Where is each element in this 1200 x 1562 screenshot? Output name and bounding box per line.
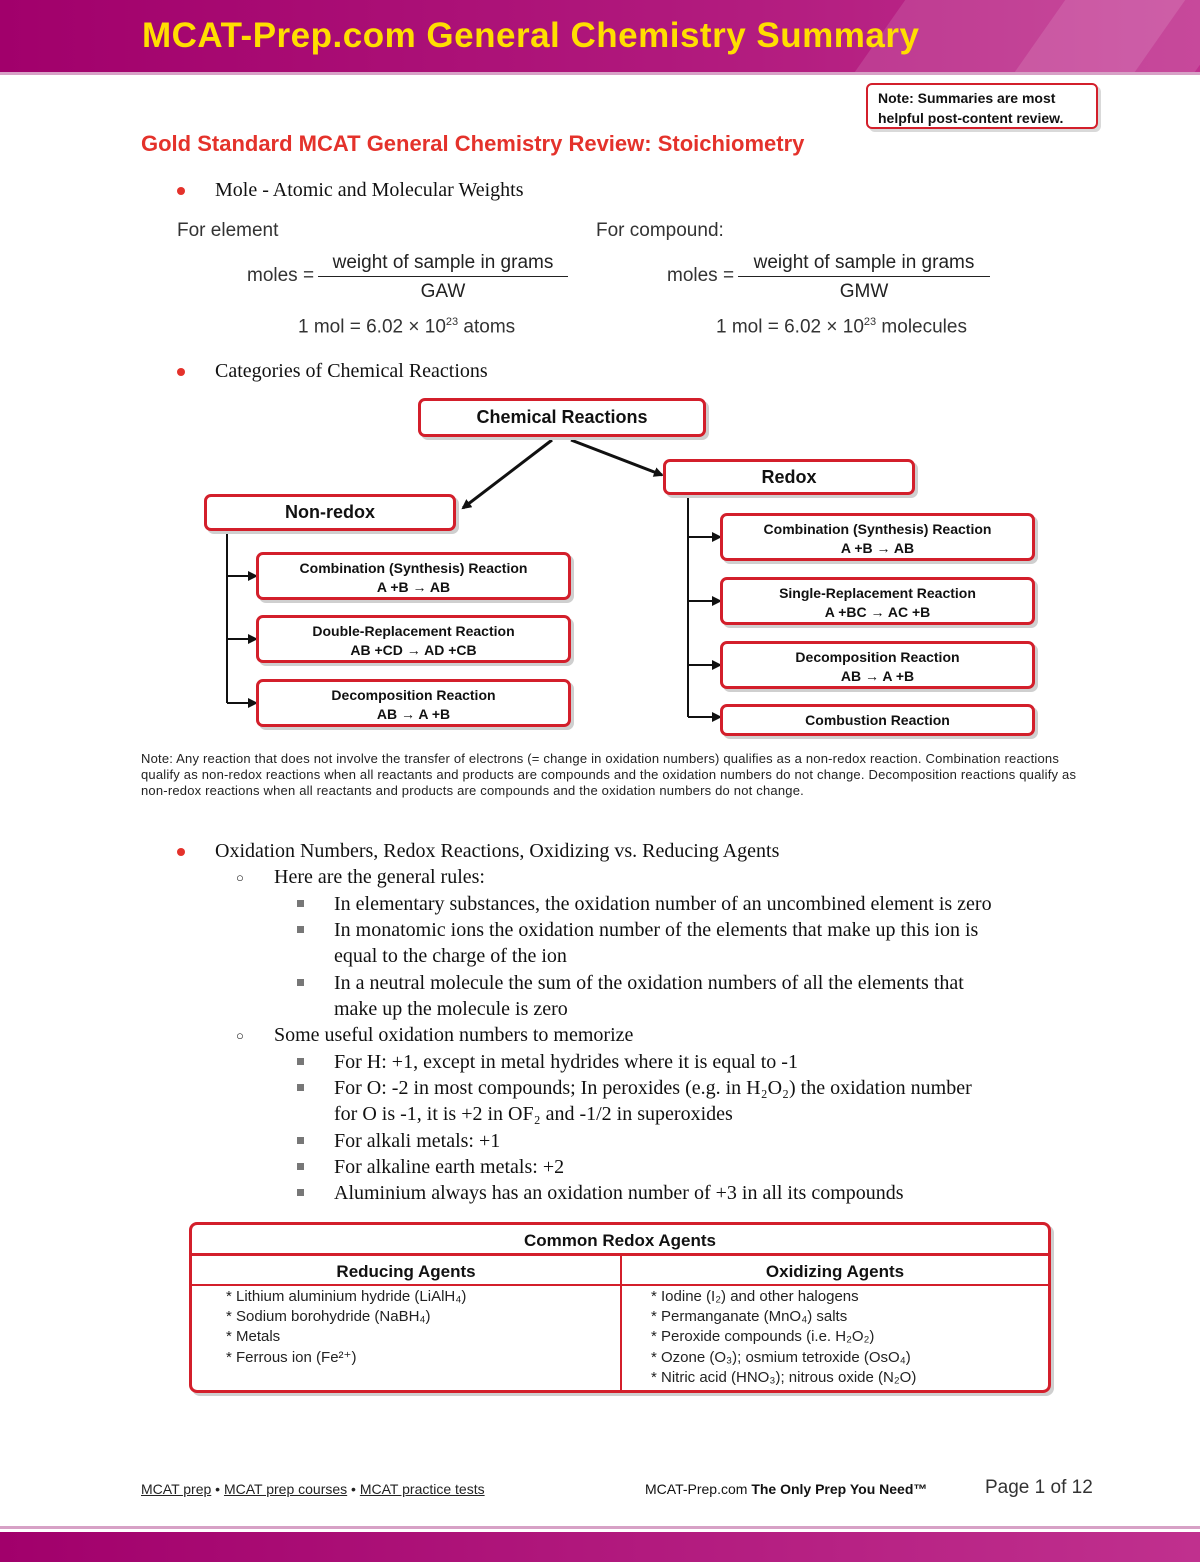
reaction-equation: AB → A +B [376,706,451,722]
nonredox-double-replacement-box [256,615,571,663]
section-heading: Gold Standard MCAT General Chemistry Review: Stoichiometry [141,131,805,156]
avogadro-exponent: 23 [445,316,459,328]
redox-decomposition-box [720,641,1035,689]
redox-single-replacement-box [720,577,1035,625]
oxidizing-item: * Ozone (O₃); osmium tetroxide (OsO₄) [651,1349,911,1366]
footer-link-mcat-prep[interactable]: MCAT prep [141,1481,212,1497]
redox-combination-box [720,513,1035,561]
useful-2: For O: -2 in most compounds; In peroxides (e.g. in H₂O₂) the oxidation number [334,1077,972,1099]
square-bullet [297,900,304,907]
compound-moles-label: moles = [667,265,735,286]
footer-tagline [645,1481,927,1497]
reaction-name: Combustion Reaction [805,712,950,728]
flow-root-chemical-reactions: Chemical Reactions [418,398,706,437]
square-bullet [297,1137,304,1144]
rule-1: In elementary substances, the oxidation number of an uncombined element is zero [334,893,992,915]
reaction-name: Combination (Synthesis) Reaction [763,521,992,537]
footer-band [0,1532,1200,1562]
arrow-to-redox [571,440,662,475]
footer-links [141,1481,485,1497]
arrow-to-nonredox [463,440,552,508]
reaction-equation: AB +CD → AD +CB [350,642,477,658]
flowchart-note: Note: Any reaction that does not involve the transfer of electrons (= change in oxidation numbers) qualifies as a non-redox reaction. Combination reactions qualify as non-redox reactions when all reactants and products are compounds and the oxidation numbers do not change. Decomposition reactions qualify as non-redox reactions when all reactants and products are compounds and the oxidation numbers do not change. [141,751,1077,798]
note-line-2: helpful post-content review. [878,110,1064,126]
bullet-oxidation-text: Oxidation Numbers, Redox Reactions, Oxidizing vs. Reducing Agents [215,840,780,862]
oxidizing-header: Oxidizing Agents [765,1262,905,1281]
oxidizing-item: * Iodine (I₂) and other halogens [651,1288,859,1305]
circle-bullet: ○ [236,1028,244,1043]
flow-nonredox: Non-redox [204,494,456,531]
rule-2-cont: equal to the charge of the ion [334,945,567,967]
flow-redox: Redox [663,459,915,495]
bullet-mole-text: Mole - Atomic and Molecular Weights [215,179,524,201]
square-bullet [297,1163,304,1170]
rule-3: In a neutral molecule the sum of the oxidation numbers of all the elements that [334,972,964,994]
footer-separator: • [347,1481,360,1497]
footer-site: MCAT-Prep.com [645,1481,752,1497]
page-number: Page 1 of 12 [985,1477,1093,1498]
reducing-item: * Ferrous ion (Fe²⁺) [226,1349,357,1366]
footer-link-prep-courses[interactable]: MCAT prep courses [223,1481,348,1497]
nonredox-combination-box [256,552,571,600]
page-title: MCAT-Prep.com General Chemistry Summary [142,16,920,55]
reducing-item: * Sodium borohydride (NaBH₄) [226,1308,431,1325]
bullet-categories-text: Categories of Chemical Reactions [215,360,488,382]
useful-1: For H: +1, except in metal hydrides where it is equal to -1 [334,1051,798,1073]
element-numerator: weight of sample in grams [332,252,554,273]
reaction-name: Decomposition Reaction [331,687,496,703]
avogadro-exponent: 23 [863,316,877,328]
reaction-name: Combination (Synthesis) Reaction [299,560,528,576]
reducing-item: * Metals [226,1328,281,1345]
redox-agents-table [189,1222,1051,1393]
square-bullet [297,1084,304,1091]
sub-useful-numbers: Some useful oxidation numbers to memorize [274,1024,634,1046]
reaction-equation: A +BC → AC +B [824,604,931,620]
reducing-header: Reducing Agents [336,1262,476,1281]
circle-bullet: ○ [236,870,244,885]
footer-slogan: The Only Prep You Need™ [751,1481,928,1497]
reaction-equation: A +B → AB [376,579,451,595]
footer-link-practice-tests[interactable]: MCAT practice tests [359,1481,485,1497]
sub-general-rules: Here are the general rules: [274,866,485,888]
avogadro-prefix: 1 mol = 6.02 × 10 [298,316,446,338]
reaction-name: Double-Replacement Reaction [312,623,515,639]
square-bullet [297,1058,304,1065]
element-label: For element [177,220,279,241]
nonredox-decomposition-box [256,679,571,727]
oxidizing-item: * Permanganate (MnO₄) salts [651,1308,848,1325]
oxidizing-item: * Peroxide compounds (i.e. H₂O₂) [651,1328,875,1345]
oxidizing-item: * Nitric acid (HNO₃); nitrous oxide (N₂O) [651,1369,917,1386]
bullet-dot [177,848,185,856]
avogadro-molecules: molecules [876,316,967,338]
element-denominator: GAW [420,281,466,302]
avogadro-atoms: atoms [458,316,516,338]
table-title: Common Redox Agents [192,1225,1048,1256]
footer-separator: • [211,1481,224,1497]
useful-4: For alkaline earth metals: +2 [334,1156,565,1178]
reaction-equation: AB → A +B [840,668,915,684]
rule-3-cont: make up the molecule is zero [334,998,568,1020]
rule-2: In monatomic ions the oxidation number of the elements that make up this ion is [334,919,979,941]
footer-divider [0,1526,1200,1529]
reducing-item: * Lithium aluminium hydride (LiAlH₄) [226,1288,467,1305]
reaction-name: Decomposition Reaction [795,649,960,665]
compound-denominator: GMW [839,281,889,302]
reaction-equation: A +B → AB [840,540,915,556]
square-bullet [297,926,304,933]
redox-combustion-box [720,704,1035,736]
useful-3: For alkali metals: +1 [334,1130,501,1152]
avogadro-prefix: 1 mol = 6.02 × 10 [716,316,864,338]
useful-5: Aluminium always has an oxidation number of +3 in all its compounds [334,1182,904,1204]
useful-2-cont: for O is -1, it is +2 in OF₂ and -1/2 in superoxides [334,1103,733,1125]
reaction-name: Single-Replacement Reaction [779,585,976,601]
square-bullet [297,1189,304,1196]
square-bullet [297,979,304,986]
compound-numerator: weight of sample in grams [753,252,975,273]
compound-label: For compound: [596,220,724,241]
element-moles-label: moles = [247,265,315,286]
table-column-divider [620,1256,622,1393]
note-line-1: Note: Summaries are most [878,90,1056,106]
